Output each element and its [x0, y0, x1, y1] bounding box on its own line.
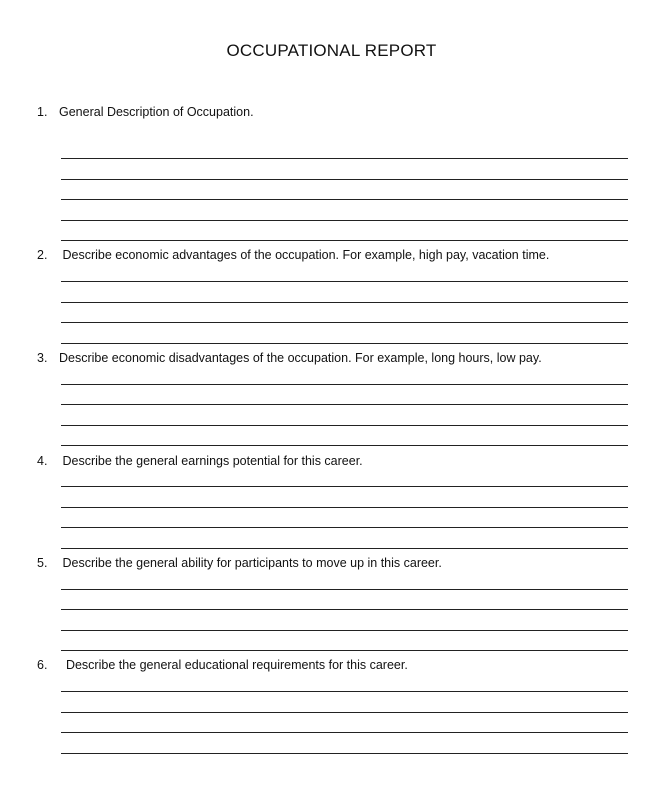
answer-line[interactable]	[61, 322, 628, 323]
question-text: General Description of Occupation.	[59, 105, 254, 119]
answer-line[interactable]	[61, 240, 628, 241]
answer-line[interactable]	[61, 548, 628, 549]
answer-line[interactable]	[61, 691, 628, 692]
question-6	[37, 657, 627, 673]
question-1	[37, 104, 627, 120]
answer-line[interactable]	[61, 179, 628, 180]
answer-line[interactable]	[61, 486, 628, 487]
answer-line[interactable]	[61, 445, 628, 446]
question-text: Describe economic disadvantages of the occupation. For example, long hours, low pay.	[59, 351, 542, 365]
question-4	[37, 453, 627, 469]
answer-line[interactable]	[61, 527, 628, 528]
answer-line[interactable]	[61, 404, 628, 405]
answer-line[interactable]	[61, 158, 628, 159]
answer-line[interactable]	[61, 609, 628, 610]
question-text: Describe the general earnings potential for this career.	[59, 454, 363, 468]
answer-line[interactable]	[61, 302, 628, 303]
answer-line[interactable]	[61, 281, 628, 282]
answer-line[interactable]	[61, 507, 628, 508]
answer-line[interactable]	[61, 343, 628, 344]
question-number: 6.	[37, 658, 48, 672]
question-text: Describe economic advantages of the occupation. For example, high pay, vacation time.	[59, 248, 550, 262]
question-number: 3.	[37, 351, 48, 365]
answer-line[interactable]	[61, 753, 628, 754]
question-number: 4.	[37, 454, 48, 468]
question-3	[37, 350, 627, 366]
answer-line[interactable]	[61, 220, 628, 221]
question-number: 1.	[37, 105, 48, 119]
question-text: Describe the general educational requirements for this career.	[59, 658, 408, 672]
answer-line[interactable]	[61, 630, 628, 631]
page-title: OCCUPATIONAL REPORT	[226, 41, 437, 60]
answer-line[interactable]	[61, 732, 628, 733]
answer-line[interactable]	[61, 589, 628, 590]
answer-line[interactable]	[61, 650, 628, 651]
question-number: 2.	[37, 248, 48, 262]
answer-line[interactable]	[61, 425, 628, 426]
question-number: 5.	[37, 556, 48, 570]
question-5	[37, 555, 627, 571]
question-text: Describe the general ability for participants to move up in this career.	[59, 556, 442, 570]
answer-line[interactable]	[61, 199, 628, 200]
answer-line[interactable]	[61, 384, 628, 385]
answer-line[interactable]	[61, 712, 628, 713]
question-2	[37, 247, 627, 263]
